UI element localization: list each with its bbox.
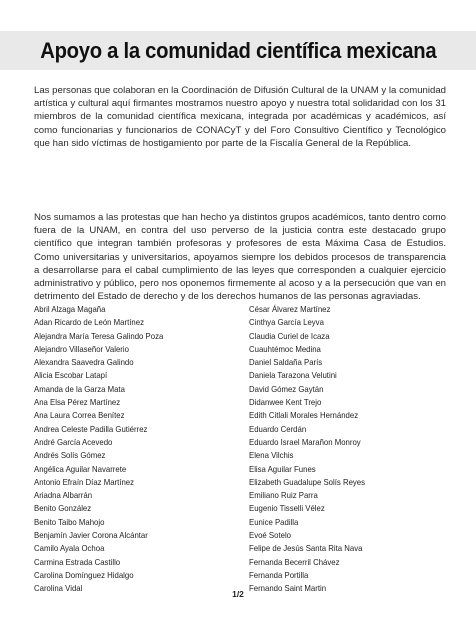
signatory-name: Angélica Aguilar Navarrete xyxy=(34,463,127,474)
title-banner xyxy=(0,31,476,70)
paragraph-1: Las personas que colaboran en la Coordinación de Difusión Cultural de la UNAM y la comunidad artística y cultural aquí firmantes mostramos nuestro apoyo y nuestra total solidaridad con los 31 miembros de la comunidad científica mexicana, integrada por académicas y académicos, así como funcionarias y funcionarios de CONACyT y del Foro Consultivo Científico y Tecnológico que han sido víctimas de hostigamiento por parte de la Fiscalía General de la República. xyxy=(34,85,446,149)
signatory-name: Fernanda Becerril Chávez xyxy=(249,556,340,567)
signatory-name: Antonio Efraín Díaz Martínez xyxy=(34,476,135,487)
signatory-name: Carmina Estrada Castillo xyxy=(34,556,121,567)
signatory-name: Daniel Saldaña París xyxy=(249,357,323,368)
signatory-name: Cinthya García Leyva xyxy=(249,317,324,328)
signatory-name: Alicia Escobar Latapí xyxy=(34,370,108,381)
signatory-name: Edith Citlali Morales Hernández xyxy=(249,410,359,421)
signatory-name: Eduardo Cerdán xyxy=(249,423,307,434)
signatory-name: Ana Elsa Pérez Martínez xyxy=(34,397,121,408)
signatory-name: Ariadna Albarrán xyxy=(34,490,93,501)
signatory-name: Camilo Ayala Ochoa xyxy=(34,543,105,554)
signatory-name: Felipe de Jesús Santa Rita Nava xyxy=(249,543,363,554)
signatory-name: Elisa Aguilar Funes xyxy=(249,463,316,474)
signatory-name: Alejandro Villaseñor Valerio xyxy=(34,343,129,354)
signatory-name: Didanwee Kent Trejo xyxy=(249,397,322,408)
signatory-name: Cuauhtémoc Medina xyxy=(249,343,321,354)
signatory-name: Andrea Celeste Padilla Gutiérrez xyxy=(34,423,148,434)
signatory-name: Fernando Saint Martin xyxy=(249,583,327,594)
signatory-name: Amanda de la Garza Mata xyxy=(34,383,125,394)
signatory-name: Emiliano Ruiz Parra xyxy=(249,490,318,501)
signatory-name: Elizabeth Guadalupe Solís Reyes xyxy=(249,476,366,487)
signatories-left-column xyxy=(34,303,234,596)
document-title: Apoyo a la comunidad científica mexicana xyxy=(39,37,437,63)
signatories-right-column xyxy=(249,303,449,596)
signatory-name: Adan Ricardo de León Martínez xyxy=(34,317,144,328)
signatory-name: Benjamín Javier Corona Alcántar xyxy=(34,530,148,541)
signatory-name: Alexandra Saavedra Galindo xyxy=(34,357,134,368)
signatory-name: David Gómez Gaytán xyxy=(249,383,324,394)
signatory-name: Carolina Domínguez Hidalgo xyxy=(34,569,134,580)
signatory-name: Claudia Curiel de Icaza xyxy=(249,330,330,341)
signatory-name: Ana Laura Correa Benítez xyxy=(34,410,125,421)
page-number: 1/2 xyxy=(232,589,244,599)
signatory-name: Carolina Vidal xyxy=(34,583,83,594)
signatory-name: Evoé Sotelo xyxy=(249,530,292,541)
signatory-name: Abril Alzaga Magaña xyxy=(34,304,106,314)
signatory-name: Daniela Tarazona Velutini xyxy=(249,370,337,381)
signatory-name: Alejandra María Teresa Galindo Poza xyxy=(34,330,164,341)
signatory-name: Fernanda Portilla xyxy=(249,569,309,580)
signatory-name: André García Acevedo xyxy=(34,436,113,447)
signatory-name: Benito Taibo Mahojo xyxy=(34,516,105,527)
signatory-name: Eduardo Israel Marañon Monroy xyxy=(249,436,361,447)
signatory-name: César Álvarez Martínez xyxy=(249,304,331,314)
signatory-name: Elena Vilchis xyxy=(249,450,294,461)
signatory-name: Andrés Solís Gómez xyxy=(34,450,106,461)
signatory-name: Benito González xyxy=(34,503,92,514)
signatory-name: Eugenio Tisselli Vélez xyxy=(249,503,325,514)
paragraph-2: Nos sumamos a las protestas que han hecho ya distintos grupos académicos, tanto dentro como fuera de la UNAM, en contra del uso perverso de la justicia contra este destacado grupo científico que integran también profesoras y profesores de esta Máxima Casa de Estudios. Como universitarias y universitarios, apoyamos siempre los debidos procesos de transparencia a desarrollarse para el cabal cumplimiento de las leyes que corresponden a cualquier ejercicio administrativo y público, pero nos oponemos firmemente al acoso y a la persecución que van en detrimento del Estado de derecho y de los derechos humanos de las personas agraviadas. xyxy=(34,212,446,303)
signatory-name: Eunice Padilla xyxy=(249,516,299,527)
